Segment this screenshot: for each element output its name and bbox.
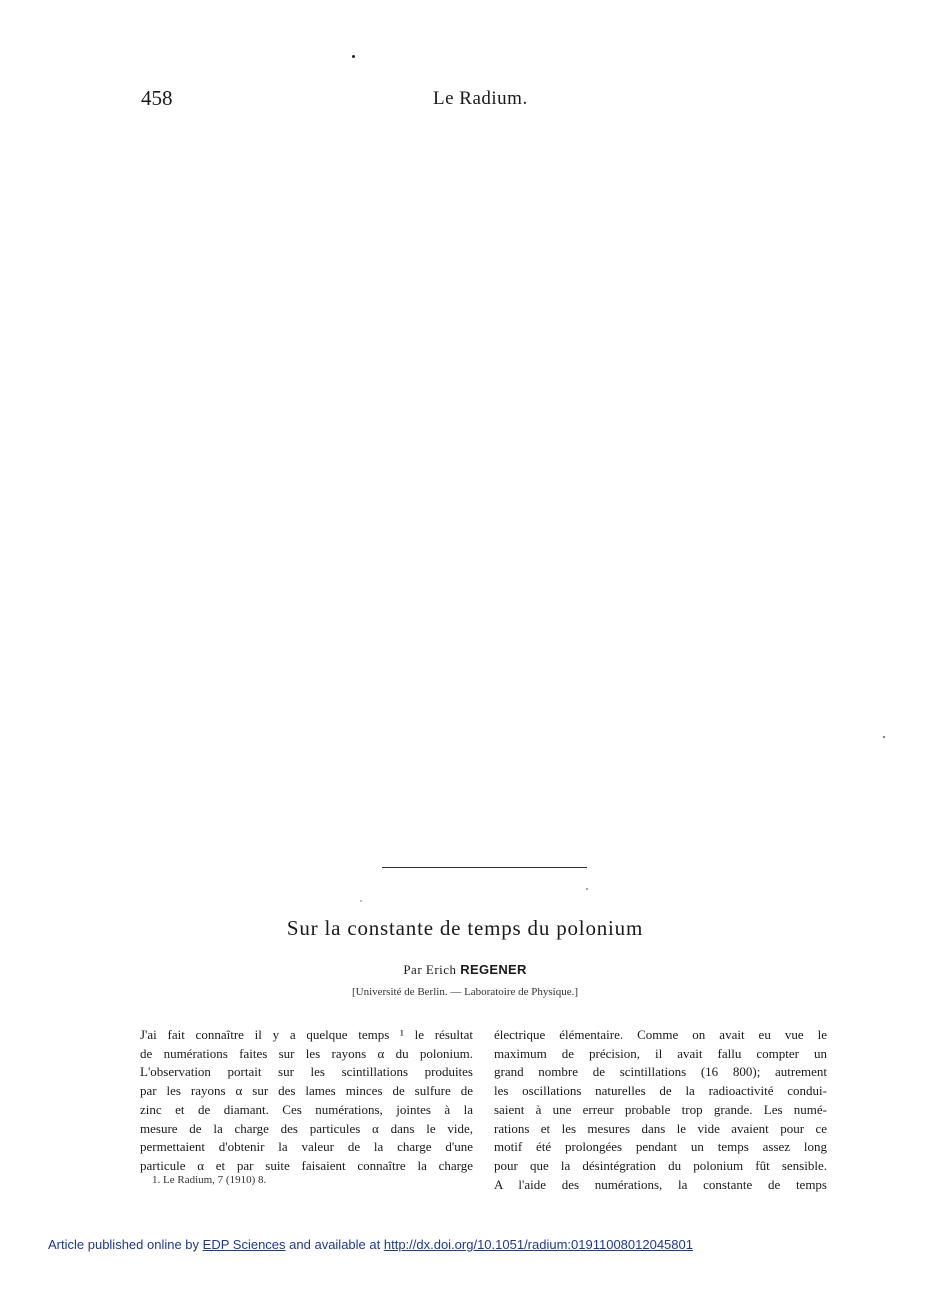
text-line: rations et les mesures dans le vide avaient pour ce xyxy=(494,1120,827,1136)
text-line: maximum de précision, il avait fallu compter un xyxy=(494,1045,827,1061)
doi-link[interactable]: http://dx.doi.org/10.1051/radium:01911008012045801 xyxy=(383,1237,693,1252)
byline-prefix: Par Erich xyxy=(403,962,457,977)
text-line: mesure de la charge des particules α dans le vide, xyxy=(140,1120,473,1136)
text-line: A l'aide des numérations, la constante de temps xyxy=(494,1176,827,1192)
print-speck xyxy=(586,888,588,890)
text-line: permettaient d'obtenir la valeur de la charge d'une xyxy=(140,1139,473,1155)
publication-footer xyxy=(48,1237,693,1252)
body-column-right xyxy=(494,1026,827,1194)
text-line: particule α et par suite faisaient connaître la charge xyxy=(140,1157,473,1173)
footer-middle: and available at xyxy=(289,1237,381,1252)
footnote: 1. Le Radium, 7 (1910) 8. xyxy=(152,1174,267,1186)
running-head: Le Radium. xyxy=(433,88,528,109)
print-speck xyxy=(352,55,355,58)
body-column-left xyxy=(140,1026,473,1176)
byline xyxy=(0,962,930,978)
section-divider xyxy=(382,867,587,868)
text-line: de numérations faites sur les rayons α du polonium. xyxy=(140,1045,473,1061)
text-line: électrique élémentaire. Comme on avait eu vue le xyxy=(494,1027,827,1042)
author-name: REGENER xyxy=(460,962,527,977)
print-speck xyxy=(883,736,885,738)
text-line: les oscillations naturelles de la radioactivité condui- xyxy=(494,1083,827,1099)
text-line: saient à une erreur probable trop grande. Les numé- xyxy=(494,1101,827,1117)
page-number: 458 xyxy=(141,86,173,110)
text-line: par les rayons α sur des lames minces de sulfure de xyxy=(140,1083,473,1099)
article-title: Sur la constante de temps du polonium xyxy=(286,916,644,940)
print-speck xyxy=(360,900,362,902)
text-line: L'observation portait sur les scintillations produites xyxy=(140,1064,473,1080)
publisher-link[interactable]: EDP Sciences xyxy=(202,1237,286,1252)
text-line: pour que la désintégration du polonium fût sensible. xyxy=(494,1157,827,1173)
text-line: J'ai fait connaître il y a quelque temps ¹ le résultat xyxy=(140,1027,473,1042)
text-line: grand nombre de scintillations (16 800); autrement xyxy=(494,1064,827,1080)
affiliation: [Université de Berlin. — Laboratoire de Physique.] xyxy=(351,986,579,998)
text-line: zinc et de diamant. Ces numérations, jointes à la xyxy=(140,1101,473,1117)
footer-prefix: Article published online by xyxy=(48,1237,200,1252)
text-line: motif été prolongées pendant un temps assez long xyxy=(494,1139,827,1155)
